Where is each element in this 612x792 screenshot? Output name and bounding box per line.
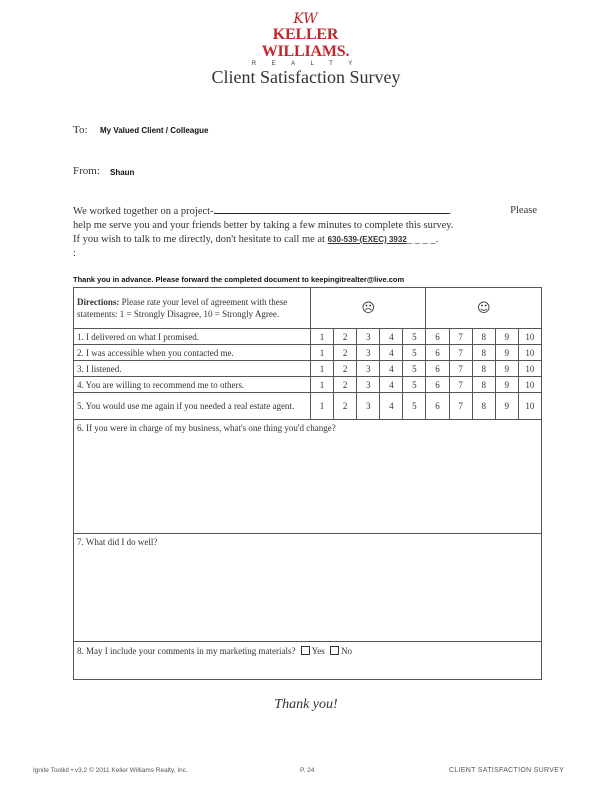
question-label: 2. I was accessible when you contacted me. xyxy=(74,345,311,361)
rating-option[interactable]: 5 xyxy=(403,345,426,361)
rating-option[interactable]: 8 xyxy=(472,345,495,361)
rating-row xyxy=(74,345,542,361)
rating-option[interactable]: 2 xyxy=(334,361,357,377)
footer-page: P. 24 xyxy=(300,767,315,774)
phone-number: 630-539-(EXEC) 3932 xyxy=(327,235,407,244)
rating-row xyxy=(74,377,542,393)
rating-option[interactable]: 8 xyxy=(472,329,495,345)
rating-option[interactable]: 7 xyxy=(449,361,472,377)
rating-option[interactable]: 9 xyxy=(495,377,518,393)
intro-line2: help me serve you and your friends better by taking a few minutes to complete this survey. xyxy=(73,220,454,231)
rating-option[interactable]: 10 xyxy=(518,345,541,361)
rating-option[interactable]: 9 xyxy=(495,345,518,361)
survey-table xyxy=(73,287,542,680)
rating-option[interactable]: 5 xyxy=(403,361,426,377)
rating-option[interactable]: 6 xyxy=(426,329,449,345)
rating-option[interactable]: 1 xyxy=(311,345,334,361)
happy-face-icon: ☺ xyxy=(426,288,542,329)
rating-option[interactable]: 5 xyxy=(403,329,426,345)
thank-you-text: Thank you! xyxy=(274,697,338,712)
rating-row xyxy=(74,329,542,345)
rating-option[interactable]: 6 xyxy=(426,393,449,420)
rating-option[interactable]: 10 xyxy=(518,361,541,377)
rating-option[interactable]: 6 xyxy=(426,361,449,377)
rating-option[interactable]: 7 xyxy=(449,329,472,345)
rating-option[interactable]: 3 xyxy=(357,393,380,420)
footer-right: CLIENT SATISFACTION SURVEY xyxy=(449,767,565,774)
intro-line3: If you wish to talk to me directly, don't hesitate to call me at xyxy=(73,234,325,245)
rating-option[interactable]: 9 xyxy=(495,329,518,345)
rating-option[interactable]: 9 xyxy=(495,361,518,377)
open-question-8: 8. May I include your comments in my marketing materials? Yes No xyxy=(74,642,542,680)
rating-option[interactable]: 9 xyxy=(495,393,518,420)
rating-option[interactable]: 4 xyxy=(380,377,403,393)
rating-option[interactable]: 1 xyxy=(311,377,334,393)
rating-option[interactable]: 2 xyxy=(334,329,357,345)
rating-option[interactable]: 3 xyxy=(357,329,380,345)
rating-row xyxy=(74,361,542,377)
directions-cell: Directions: Please rate your level of agreement with these statements: 1 = Strongly Disagree, 10 = Strongly Agree. xyxy=(74,288,311,329)
logo-name: KELLER WILLIAMS. xyxy=(261,26,350,60)
rating-option[interactable]: 10 xyxy=(518,329,541,345)
rating-row xyxy=(74,393,542,420)
rating-option[interactable]: 10 xyxy=(518,377,541,393)
logo-subtitle: R E A L T Y xyxy=(251,61,360,67)
rating-option[interactable]: 2 xyxy=(334,393,357,420)
rating-option[interactable]: 8 xyxy=(472,361,495,377)
company-logo xyxy=(238,11,373,67)
to-label: To: xyxy=(73,124,88,136)
yes-checkbox[interactable] xyxy=(301,646,310,655)
open-question-6[interactable]: 6. If you were in charge of my business, what's one thing you'd change? xyxy=(74,420,542,534)
rating-option[interactable]: 7 xyxy=(449,377,472,393)
rating-option[interactable]: 8 xyxy=(472,393,495,420)
rating-option[interactable]: 2 xyxy=(334,345,357,361)
rating-option[interactable]: 2 xyxy=(334,377,357,393)
sad-face-icon: ☹ xyxy=(311,288,426,329)
rating-option[interactable]: 7 xyxy=(449,393,472,420)
rating-option[interactable]: 1 xyxy=(311,393,334,420)
rating-option[interactable]: 6 xyxy=(426,345,449,361)
thanks-instruction: Thank you in advance. Please forward the completed document to keepingitrealter@live.com xyxy=(73,275,405,284)
rating-option[interactable]: 4 xyxy=(380,345,403,361)
from-value[interactable]: Shaun xyxy=(110,168,135,177)
rating-option[interactable]: 1 xyxy=(311,329,334,345)
rating-option[interactable]: 8 xyxy=(472,377,495,393)
rating-option[interactable]: 10 xyxy=(518,393,541,420)
question-label: 4. You are willing to recommend me to others. xyxy=(74,377,311,393)
project-field[interactable] xyxy=(214,204,449,214)
question-label: 3. I listened. xyxy=(74,361,311,377)
question-label: 5. You would use me again if you needed a real estate agent. xyxy=(74,393,311,420)
rating-option[interactable]: 1 xyxy=(311,361,334,377)
intro-please: Please xyxy=(510,205,537,216)
from-label: From: xyxy=(73,165,100,177)
rating-option[interactable]: 7 xyxy=(449,345,472,361)
intro-line1: We worked together on a project- xyxy=(73,206,214,217)
intro-paragraph: We worked together on a project- . Please help me serve you and your friends better by taking a few minutes to complete this survey. If you wish to talk to me directly, don't hesitate to call me at 630-539-(EXEC) 3932_ _ _ _. : xyxy=(73,204,541,261)
rating-option[interactable]: 3 xyxy=(357,345,380,361)
to-value[interactable]: My Valued Client / Colleague xyxy=(100,126,209,135)
rating-option[interactable]: 5 xyxy=(403,393,426,420)
rating-option[interactable]: 5 xyxy=(403,377,426,393)
logo-crest: KW xyxy=(293,11,318,27)
footer-left: Ignite Toolkit • v3.2 © 2011 Keller Williams Realty, Inc. xyxy=(33,767,188,774)
rating-option[interactable]: 4 xyxy=(380,361,403,377)
intro-line4: : xyxy=(73,248,76,259)
open-question-7[interactable]: 7. What did I do well? xyxy=(74,534,542,642)
rating-option[interactable]: 6 xyxy=(426,377,449,393)
rating-option[interactable]: 4 xyxy=(380,329,403,345)
question-label: 1. I delivered on what I promised. xyxy=(74,329,311,345)
no-checkbox[interactable] xyxy=(330,646,339,655)
rating-option[interactable]: 3 xyxy=(357,377,380,393)
page-title: Client Satisfaction Survey xyxy=(211,67,401,87)
rating-option[interactable]: 3 xyxy=(357,361,380,377)
rating-option[interactable]: 4 xyxy=(380,393,403,420)
